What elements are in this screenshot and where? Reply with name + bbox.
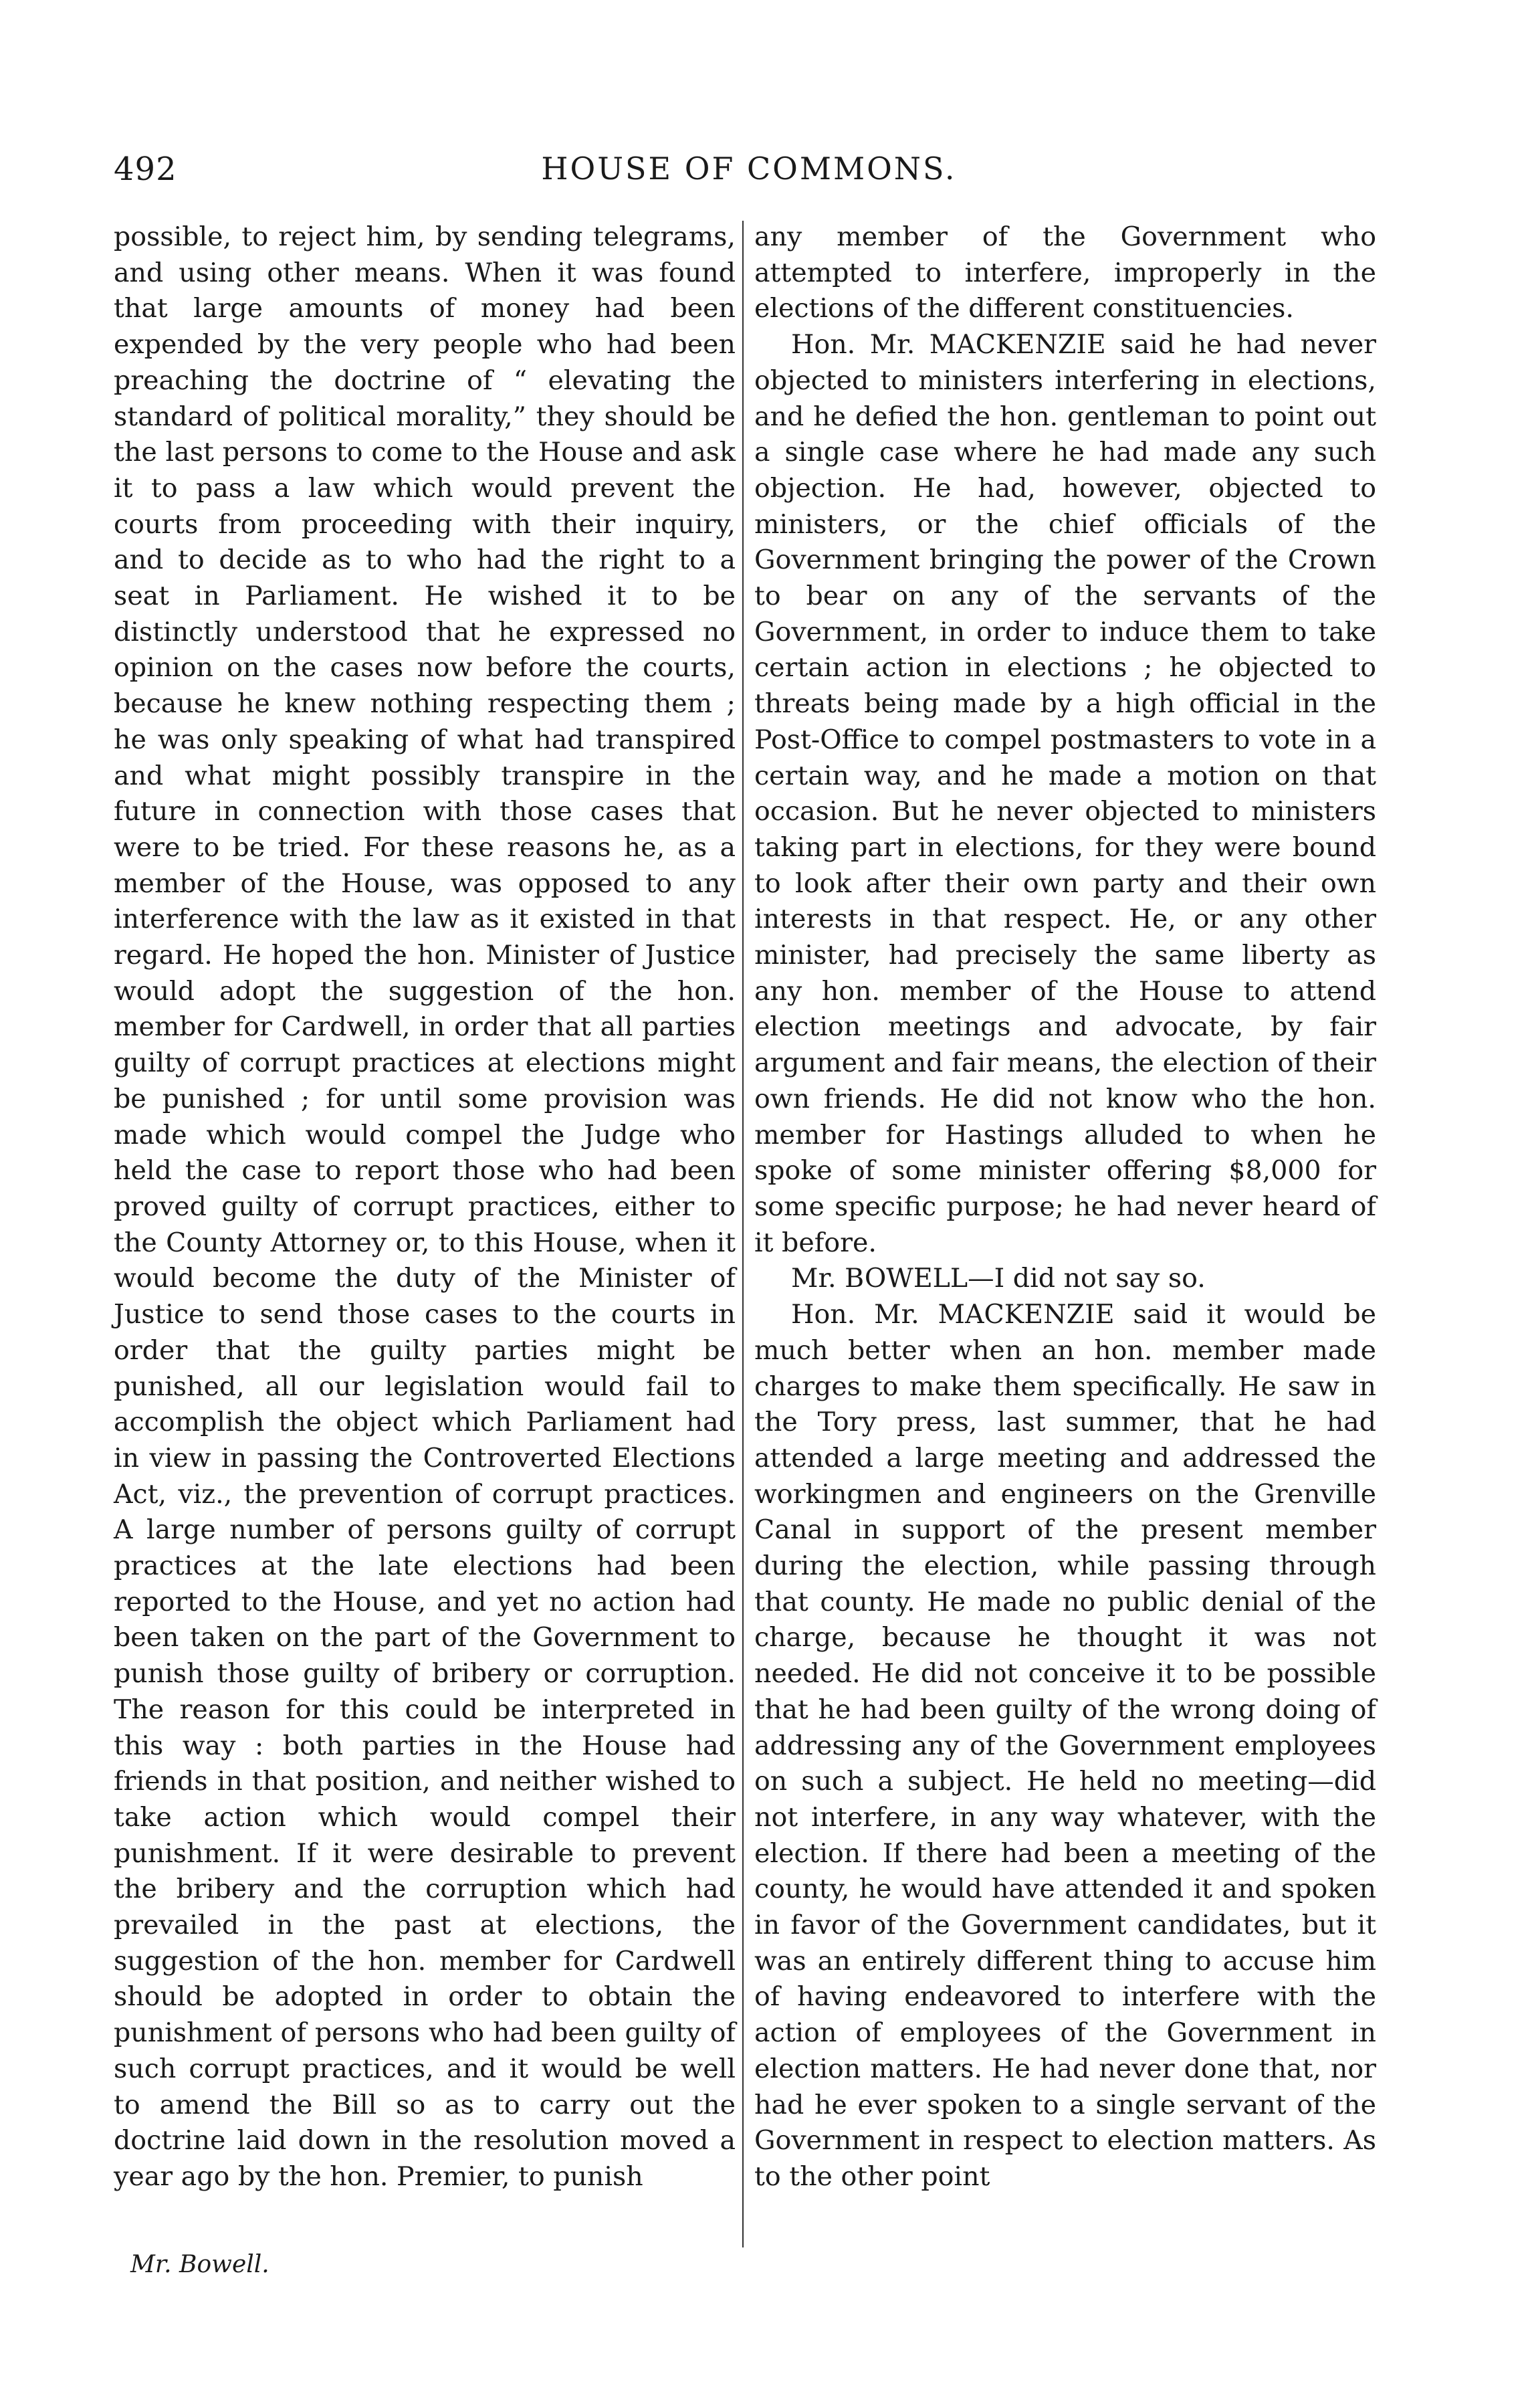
column-divider <box>742 221 744 2247</box>
right-paragraph: any member of the Government who attempted to interfere, improperly in the elections of the different constituencies. <box>754 221 1376 324</box>
page-header <box>114 150 1384 204</box>
left-column <box>114 219 736 2195</box>
page-number: 492 <box>114 150 177 188</box>
right-paragraph: Hon. Mr. MACKENZIE said it would be much better when an hon. member made charges to make them specifically. He saw in the Tory press, last summer, that he had attended a large meeting and addressed the workingmen and engineers on the Grenville Canal in support of the present member during the election, while passing through that county. He made no public denial of the charge, because he thought it was not needed. He did not conceive it to be possible that he had been guilty of the wrong doing of addressing any of the Government employees on such a subject. He held no meeting—did not interfere, in any way whatever, with the election. If there had been a meeting of the county, he would have attended it and spoken in favor of the Government candidates, but it was an entirely different thing to accuse him of having endeavored to interfere with the action of employees of the Government in election matters. He had never done that, nor had he ever spoken to a single servant of the Government in respect to election matters. As to the other point <box>754 1299 1376 2192</box>
left-paragraph: possible, to reject him, by sending telegrams, and using other means. When it was found that large amounts of money had been expended by the very people who had been preaching the doctrine of “ elevating the standard of political morality,” they should be the last persons to come to the House and ask it to pass a law which would prevent the courts from proceeding with their inquiry, and to decide as to who had the right to a seat in Parliament. He wished it to be distinctly understood that he expressed no opinion on the cases now before the courts, because he knew nothing respecting them ; he was only speaking of what had transpired and what might possibly transpire in the future in connection with those cases that were to be tried. For these reasons he, as a member of the House, was opposed to any interference with the law as it existed in that regard. He hoped the hon. Minister of Justice would adopt the suggestion of the hon. member for Cardwell, in order that all parties guilty of corrupt practices at elections might be punished ; for until some provision was made which would compel the Judge who held the case to report those who had been proved guilty of corrupt practices, either to the County Attorney or, to this House, when it would become the duty of the Minister of Justice to send those cases to the courts in order that the guilty parties might be punished, all our legislation would fail to accomplish the object which Parliament had in view in passing the Controverted Elections Act, viz., the prevention of corrupt practices. A large number of persons guilty of corrupt practices at the late elections had been reported to the House, and yet no action had been taken on the part of the Government to punish those guilty of bribery or corruption. The reason for this could be interpreted in this way : both parties in the House had friends in that position, and neither wished to take action which would compel their punishment. If it were desirable to prevent the bribery and the corruption which had prevailed in the past at elections, the suggestion of the hon. member for Cardwell should be adopted in order to obtain the punishment of persons who had been guilty of such corrupt practices, and it would be well to amend the Bill so as to carry out the doctrine laid down in the resolution moved a year ago by the hon. Premier, to punish <box>114 221 736 2192</box>
right-column <box>754 219 1376 2195</box>
right-paragraph: Mr. BOWELL—I did not say so. <box>791 1263 1206 1294</box>
right-paragraph: Hon. Mr. MACKENZIE said he had never objected to ministers interfering in elections, and he defied the hon. gentleman to point out a single case where he had made any such objection. He had, however, objected to ministers, or the chief officials of the Government bringing the power of the Crown to bear on any of the servants of the Government, in order to induce them to take certain action in elections ; he objected to threats being made by a high official in the Post-Office to compel postmasters to vote in a certain way, and he made a motion on that occasion. But he never objected to ministers taking part in elections, for they were bound to look after their own party and their own interests in that respect. He, or any other minister, had precisely the same liberty as any hon. member of the House to attend election meetings and advocate, by fair argument and fair means, the election of their own friends. He did not know who the hon. member for Hastings alluded to when he spoke of some minister offering $8,000 for some specific purpose; he had never heard of it before. <box>754 329 1376 1258</box>
running-head: HOUSE OF COMMONS. <box>541 150 957 187</box>
speaker-footnote: Mr. Bowell. <box>130 2251 269 2278</box>
